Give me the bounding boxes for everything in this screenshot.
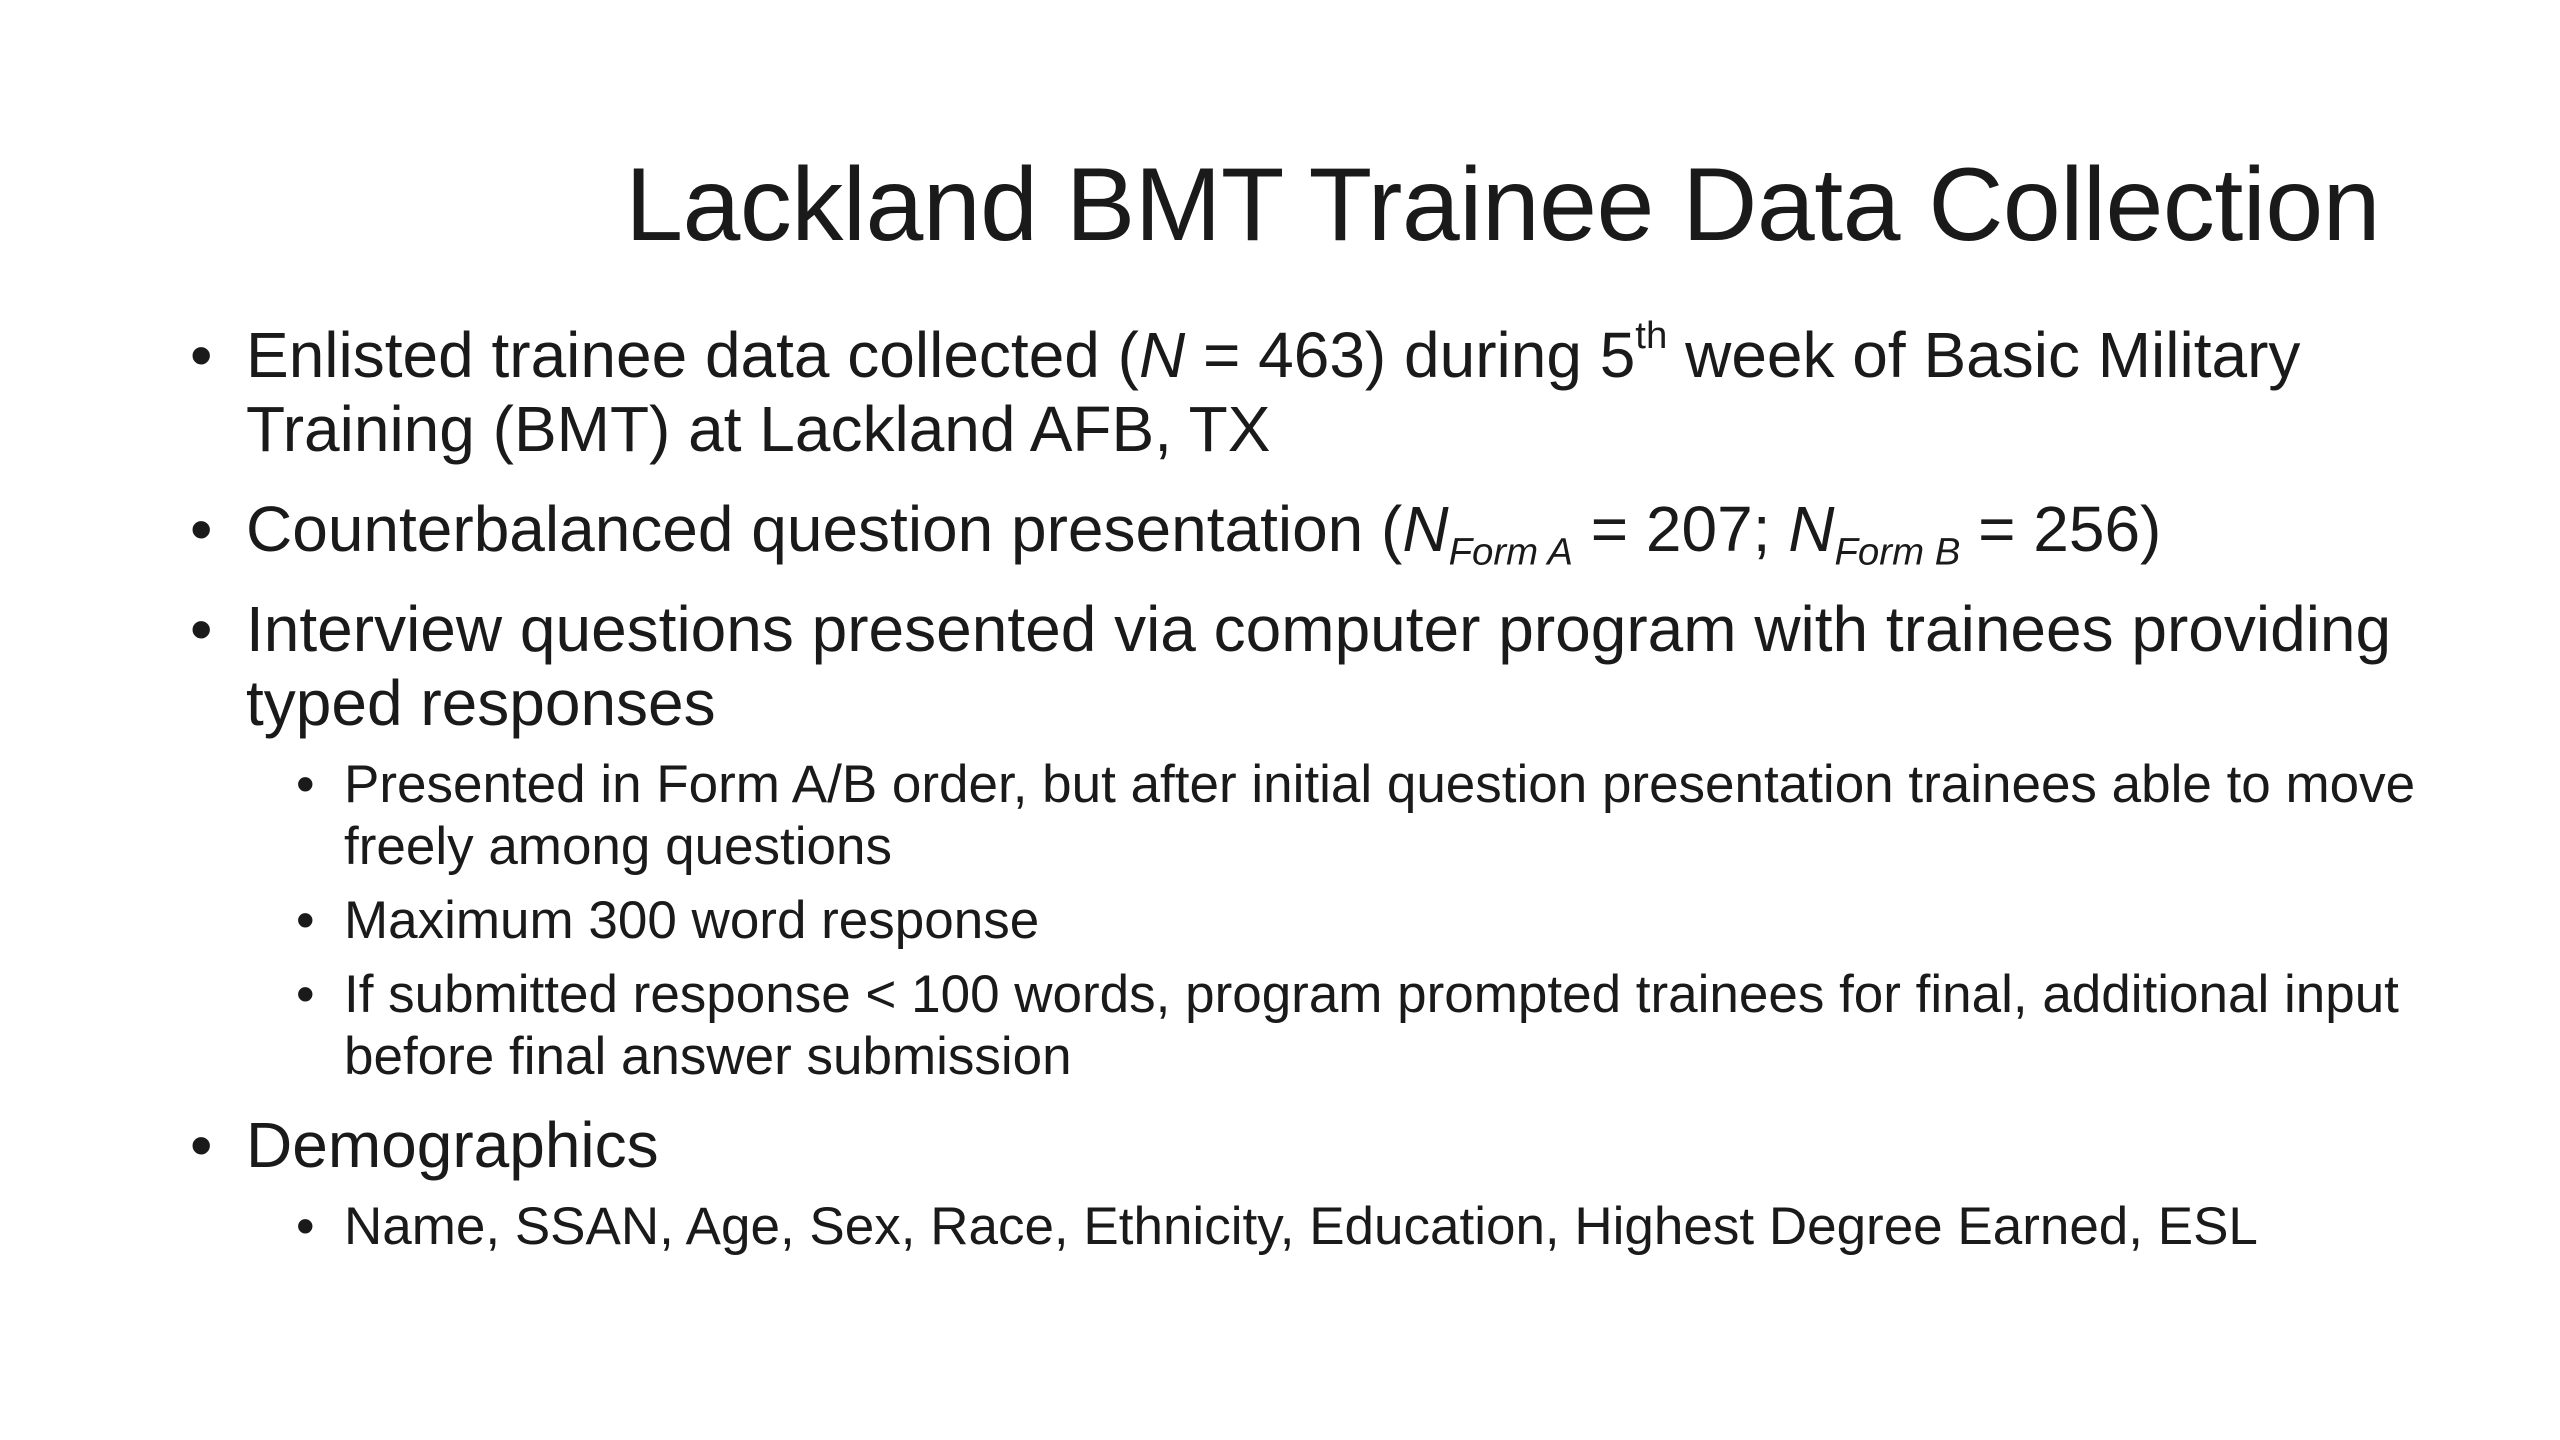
- sub-bullet-item: [186, 1196, 2416, 1258]
- bullet-list: [186, 314, 2416, 1278]
- sub-bullet-item: [186, 964, 2416, 1088]
- n-symbol: N: [1138, 319, 1186, 391]
- bullet-dot-icon: •: [190, 319, 213, 391]
- bullet-text: week of Basic Military Training (BMT) at Lackland AFB, TX: [246, 319, 2301, 465]
- slide-title: Lackland BMT Trainee Data Collection: [625, 147, 2380, 263]
- sub-bullet-dot-icon: •: [296, 1197, 315, 1256]
- bullet-dot-icon: •: [190, 1109, 213, 1181]
- sub-bullet-text: Name, SSAN, Age, Sex, Race, Ethnicity, Education, Highest Degree Earned, ESL: [344, 1197, 2258, 1256]
- n-symbol: N: [1788, 493, 1835, 565]
- bullet-item-trainee-data: [186, 314, 2416, 466]
- bullet-text: Demographics: [246, 1109, 659, 1181]
- sub-bullet-text: Maximum 300 word response: [344, 891, 1040, 950]
- bullet-text: = 463) during 5: [1185, 319, 1636, 391]
- form-b-subscript: Form B: [1834, 530, 1961, 574]
- bullet-text: Interview questions presented via computer program with trainees providing typed responses: [246, 593, 2392, 739]
- n-symbol: N: [1402, 493, 1449, 565]
- sub-bullet-text: If submitted response < 100 words, program prompted trainees for final, additional input before final answer submission: [344, 965, 2399, 1086]
- bullet-item-counterbalanced: [186, 492, 2416, 574]
- sub-bullet-list: [186, 754, 2416, 1088]
- bullet-dot-icon: •: [190, 493, 213, 565]
- bullet-text: Counterbalanced question presentation (: [246, 493, 1403, 565]
- sub-bullet-dot-icon: •: [296, 891, 315, 950]
- sub-bullet-dot-icon: •: [296, 755, 315, 814]
- bullet-item-demographics: [186, 1108, 2416, 1182]
- bullet-text: Enlisted trainee data collected (: [246, 319, 1139, 391]
- bullet-dot-icon: •: [190, 593, 213, 665]
- form-a-subscript: Form A: [1448, 530, 1573, 574]
- sub-bullet-item: [186, 754, 2416, 878]
- sub-bullet-item: [186, 890, 2416, 952]
- sub-bullet-list: [186, 1196, 2416, 1258]
- sub-bullet-dot-icon: •: [296, 965, 315, 1024]
- bullet-item-interview-questions: [186, 592, 2416, 740]
- bullet-text: = 256): [1960, 493, 2162, 565]
- ordinal-superscript: th: [1635, 314, 1668, 358]
- sub-bullet-text: Presented in Form A/B order, but after initial question presentation trainees able to move freely among questions: [344, 755, 2416, 876]
- bullet-text: = 207;: [1572, 493, 1789, 565]
